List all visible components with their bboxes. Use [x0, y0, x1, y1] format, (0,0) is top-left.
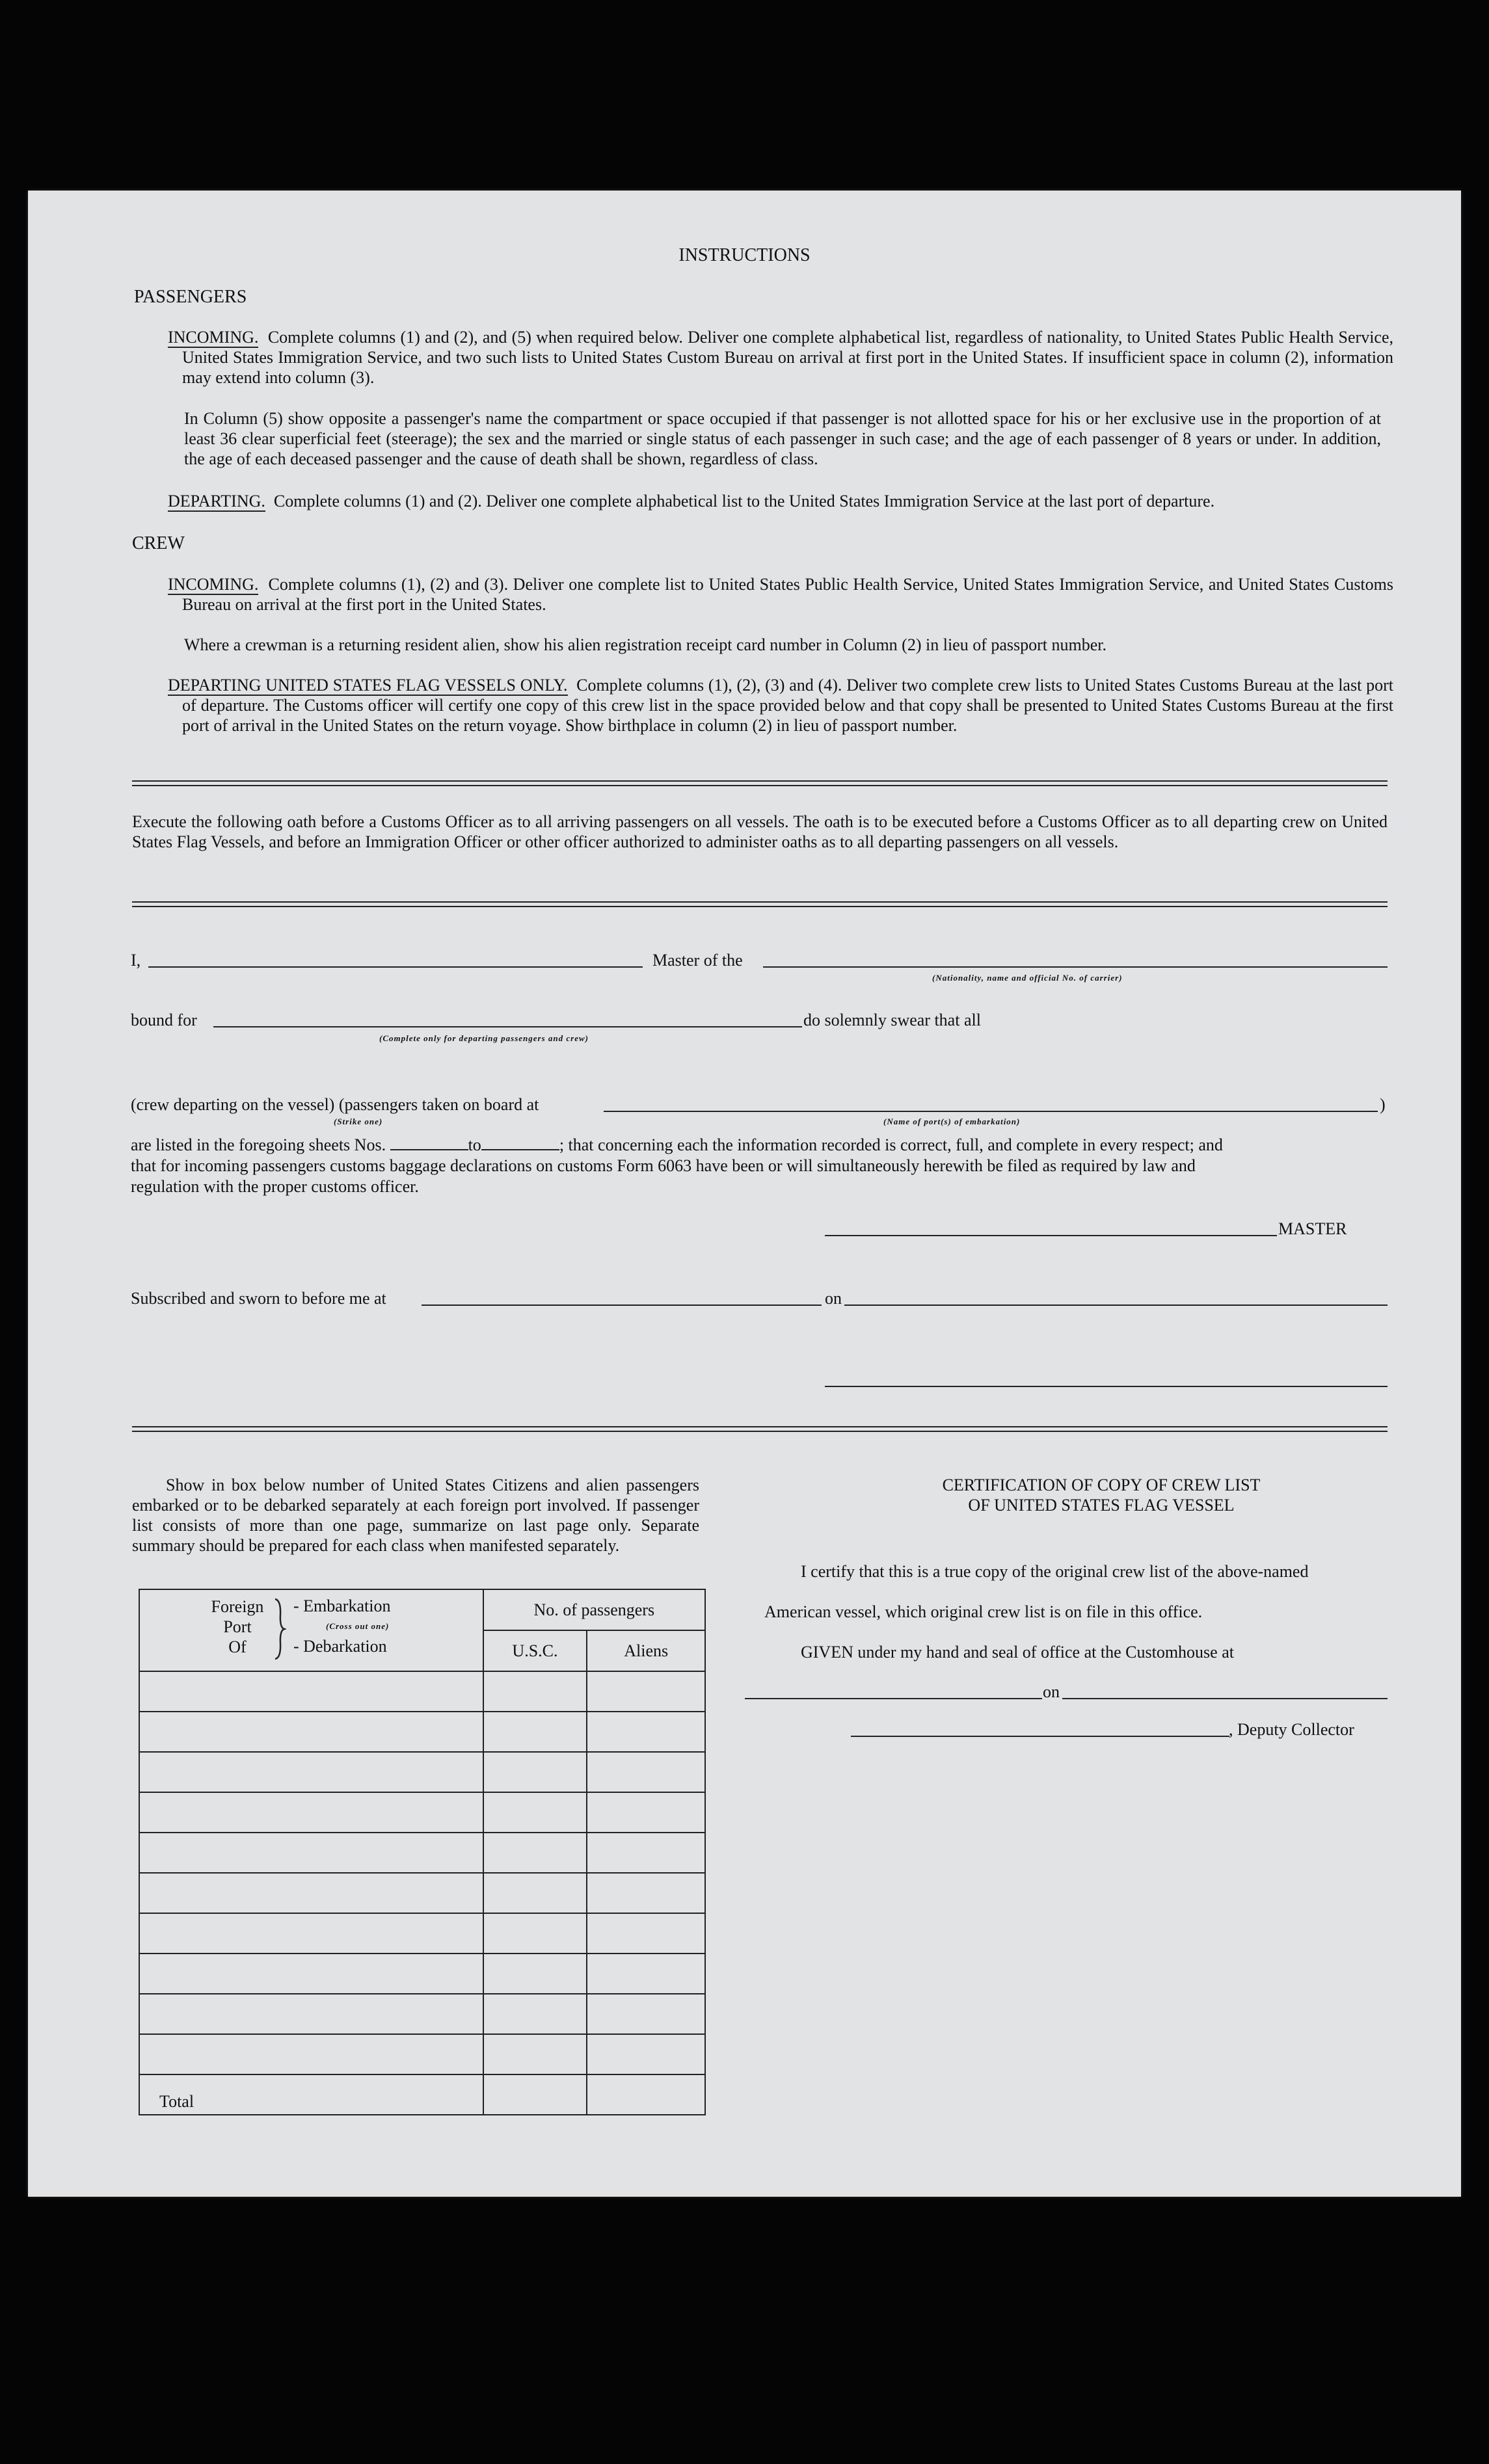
- sheet-to-field[interactable]: [481, 1136, 559, 1150]
- swear-text: do solemnly swear that all: [803, 1011, 981, 1029]
- subscribed-label: Subscribed and sworn to before me at: [131, 1289, 386, 1308]
- passengers-departing-text: Complete columns (1) and (2). Deliver one complete alphabetical list to the United States Immigration Service at the last port of departure.: [273, 492, 1215, 510]
- passenger-summary-table: [139, 1589, 706, 2115]
- customhouse-field[interactable]: [745, 1698, 1042, 1699]
- crew-departing-label: DEPARTING UNITED STATES FLAG VESSELS ONLY.: [168, 676, 568, 695]
- usc-cell[interactable]: [483, 1752, 587, 1792]
- aliens-cell[interactable]: [587, 2034, 705, 2074]
- aliens-cell[interactable]: [587, 1913, 705, 1954]
- port-cell[interactable]: [139, 1873, 483, 1913]
- divider-3: [132, 1426, 1388, 1432]
- sworn-on-label: on: [825, 1289, 842, 1308]
- oath-instruction: Execute the following oath before a Customs Officer as to all arriving passengers on all vessels. The oath is to be executed before a Customs Officer as to all departing crew on United States Flag Vessels, and before an Immigration Officer or other officer authorized to administer oaths as to all departing passengers on all vessels.: [132, 812, 1388, 851]
- crew-incoming-text: Complete columns (1), (2) and (3). Deliver one complete list to United States Public Health Service, United States Immigration Service, and United States Customs Bureau on arrival at the first port in the United States.: [182, 575, 1394, 614]
- nationality-hint: (Nationality, name and official No. of carrier): [932, 973, 1123, 983]
- crew-departing-line: (crew departing on the vessel) (passengers taken on board at: [131, 1095, 539, 1114]
- port-cell[interactable]: [139, 1712, 483, 1752]
- crew-resident-paragraph: Where a crewman is a returning resident alien, show his alien registration receipt card number in Column (2) in lieu of passport number.: [184, 635, 1107, 654]
- oath-i-label: I,: [131, 951, 141, 970]
- usc-cell[interactable]: [483, 1873, 587, 1913]
- certification-on-label: on: [1043, 1682, 1060, 1701]
- debarkation-label: - Debarkation: [293, 1637, 387, 1656]
- sworn-place-field[interactable]: [422, 1305, 822, 1306]
- listed-prefix: are listed in the foregoing sheets Nos.: [131, 1135, 386, 1154]
- passengers-departing-label: DEPARTING.: [168, 492, 265, 510]
- passengers-heading: PASSENGERS: [134, 287, 247, 307]
- crew-incoming-label: INCOMING.: [168, 575, 259, 594]
- passengers-incoming-label: INCOMING.: [168, 328, 259, 347]
- cross-out-hint: (Cross out one): [326, 1621, 390, 1631]
- crew-heading: CREW: [132, 533, 185, 553]
- listed-line-1: [131, 1135, 1223, 1155]
- usc-total-cell[interactable]: [483, 2074, 587, 2115]
- table-row: [139, 1671, 705, 1712]
- embarkation-label: - Embarkation: [293, 1596, 391, 1615]
- usc-cell[interactable]: [483, 1994, 587, 2034]
- aliens-total-cell[interactable]: [587, 2074, 705, 2115]
- passengers-departing-paragraph: [168, 491, 1379, 511]
- no-passengers-header: No. of passengers: [483, 1589, 705, 1630]
- listed-line-3: regulation with the proper customs officer.: [131, 1177, 419, 1196]
- passengers-incoming-text: Complete columns (1) and (2), and (5) when required below. Deliver one complete alphabetical list, regardless of nationality, to United States Public Health Service, United States Immigration Service, and two such lists to United States Custom Bureau on arrival at first port in the United States. If insufficient space in column (2), information may extend into column (3).: [182, 328, 1394, 387]
- passengers-column5-paragraph: In Column (5) show opposite a passenger's name the compartment or space occupied if that passenger is not allotted space for his or her exclusive use in the proportion of at least 36 clear superficial feet (steerage); the sex and the married or single status of each passenger in such case; and the age of each passenger of 8 years or under. In addition, the age of each deceased passenger and the cause of death shall be shown, regardless of class.: [184, 409, 1381, 468]
- form-sheet: [28, 191, 1461, 2197]
- table-row: [139, 1994, 705, 2034]
- aliens-cell[interactable]: [587, 1671, 705, 1712]
- passengers-incoming-paragraph: [168, 327, 1393, 388]
- listed-suffix: ; that concerning each the information recorded is correct, full, and complete in every respect; and: [559, 1135, 1223, 1154]
- master-signature-field[interactable]: [825, 1235, 1277, 1236]
- table-row: [139, 1752, 705, 1792]
- sworn-date-field[interactable]: [844, 1305, 1388, 1306]
- certify-line-2: American vessel, which original crew list is on file in this office.: [764, 1602, 1203, 1621]
- usc-cell[interactable]: [483, 1792, 587, 1833]
- aliens-header: Aliens: [587, 1630, 705, 1671]
- given-text: GIVEN under my hand and seal of office at the Customhouse at: [801, 1643, 1234, 1662]
- divider-2: [132, 901, 1388, 907]
- listed-line-2: that for incoming passengers customs baggage declarations on customs Form 6063 have been or will simultaneously herewith be filed as required by law and: [131, 1156, 1196, 1175]
- usc-cell[interactable]: [483, 1833, 587, 1873]
- port-cell[interactable]: [139, 2034, 483, 2074]
- aliens-cell[interactable]: [587, 1752, 705, 1792]
- deputy-collector-label: , Deputy Collector: [1229, 1720, 1354, 1739]
- certification-date-field[interactable]: [1062, 1698, 1388, 1699]
- aliens-cell[interactable]: [587, 1833, 705, 1873]
- aliens-cell[interactable]: [587, 1873, 705, 1913]
- table-row: [139, 1873, 705, 1913]
- divider-1: [132, 780, 1388, 786]
- crew-departing-text: Complete columns (1), (2), (3) and (4). Deliver two complete crew lists to United States Customs Bureau at the last port of departure. The Customs officer will certify one copy of this crew list in the space provided below and that copy shall be presented to United States Customs Bureau at the first port of arrival in the United States on the return voyage. Show birthplace in column (2) in lieu of passport number.: [182, 676, 1393, 735]
- table-row: [139, 1712, 705, 1752]
- oath-master-of-label: Master of the: [652, 951, 743, 970]
- complete-only-hint: (Complete only for departing passengers and crew): [379, 1033, 589, 1043]
- port-cell[interactable]: [139, 1752, 483, 1792]
- port-cell[interactable]: [139, 1913, 483, 1954]
- port-cell[interactable]: [139, 1792, 483, 1833]
- total-label: Total: [139, 2074, 483, 2115]
- bound-for-label: bound for: [131, 1011, 197, 1029]
- aliens-cell[interactable]: [587, 1954, 705, 1994]
- port-cell[interactable]: [139, 1671, 483, 1712]
- usc-cell[interactable]: [483, 1712, 587, 1752]
- crew-incoming-paragraph: [168, 574, 1393, 615]
- certify-line-1: I certify that this is a true copy of the original crew list of the above-named: [801, 1562, 1309, 1581]
- foreign-label: Foreign: [211, 1597, 264, 1616]
- table-row: [139, 1913, 705, 1954]
- sheet-from-field[interactable]: [390, 1136, 468, 1150]
- port-cell[interactable]: [139, 1994, 483, 2034]
- deputy-signature-field[interactable]: [851, 1736, 1229, 1737]
- aliens-cell[interactable]: [587, 1792, 705, 1833]
- aliens-cell[interactable]: [587, 1712, 705, 1752]
- port-cell[interactable]: [139, 1954, 483, 1994]
- port-header-cell: [139, 1589, 483, 1671]
- usc-cell[interactable]: [483, 1671, 587, 1712]
- master-label: MASTER: [1278, 1219, 1347, 1238]
- table-row: [139, 2034, 705, 2074]
- total-row: [139, 2074, 705, 2115]
- page-title: INSTRUCTIONS: [678, 245, 811, 265]
- usc-header: U.S.C.: [483, 1630, 587, 1671]
- carrier-field[interactable]: [763, 966, 1388, 968]
- of-label: Of: [228, 1637, 247, 1656]
- crew-departing-paragraph: [168, 675, 1393, 735]
- usc-cell[interactable]: [483, 1913, 587, 1954]
- foreign-port-of: [205, 1596, 270, 1657]
- officer-signature-field[interactable]: [825, 1386, 1388, 1387]
- embarkation-ports-field[interactable]: [604, 1111, 1378, 1112]
- table-row: [139, 1792, 705, 1833]
- usc-cell[interactable]: [483, 1954, 587, 1994]
- close-paren: ): [1380, 1095, 1386, 1114]
- certification-title: [776, 1475, 1427, 1515]
- port-label: Port: [223, 1617, 252, 1636]
- table-row: [139, 1954, 705, 1994]
- port-cell[interactable]: [139, 1833, 483, 1873]
- certification-title-line2: OF UNITED STATES FLAG VESSEL: [968, 1496, 1235, 1515]
- bound-for-field[interactable]: [213, 1026, 802, 1027]
- strike-one-hint: (Strike one): [334, 1117, 383, 1126]
- master-name-field[interactable]: [148, 966, 643, 968]
- to-label: to: [468, 1135, 481, 1154]
- usc-cell[interactable]: [483, 2034, 587, 2074]
- ports-hint: (Name of port(s) of embarkation): [883, 1117, 1021, 1126]
- brace-icon: [273, 1598, 286, 1660]
- certification-title-line1: CERTIFICATION OF COPY OF CREW LIST: [942, 1476, 1261, 1494]
- table-row: [139, 1833, 705, 1873]
- aliens-cell[interactable]: [587, 1994, 705, 2034]
- summary-intro: Show in box below number of United States Citizens and alien passengers embarked or to be debarked separately at each foreign port involved. If passenger list consists of more than one page, summarize on last page only. Separate summary should be prepared for each class when manifested separately.: [132, 1476, 699, 1555]
